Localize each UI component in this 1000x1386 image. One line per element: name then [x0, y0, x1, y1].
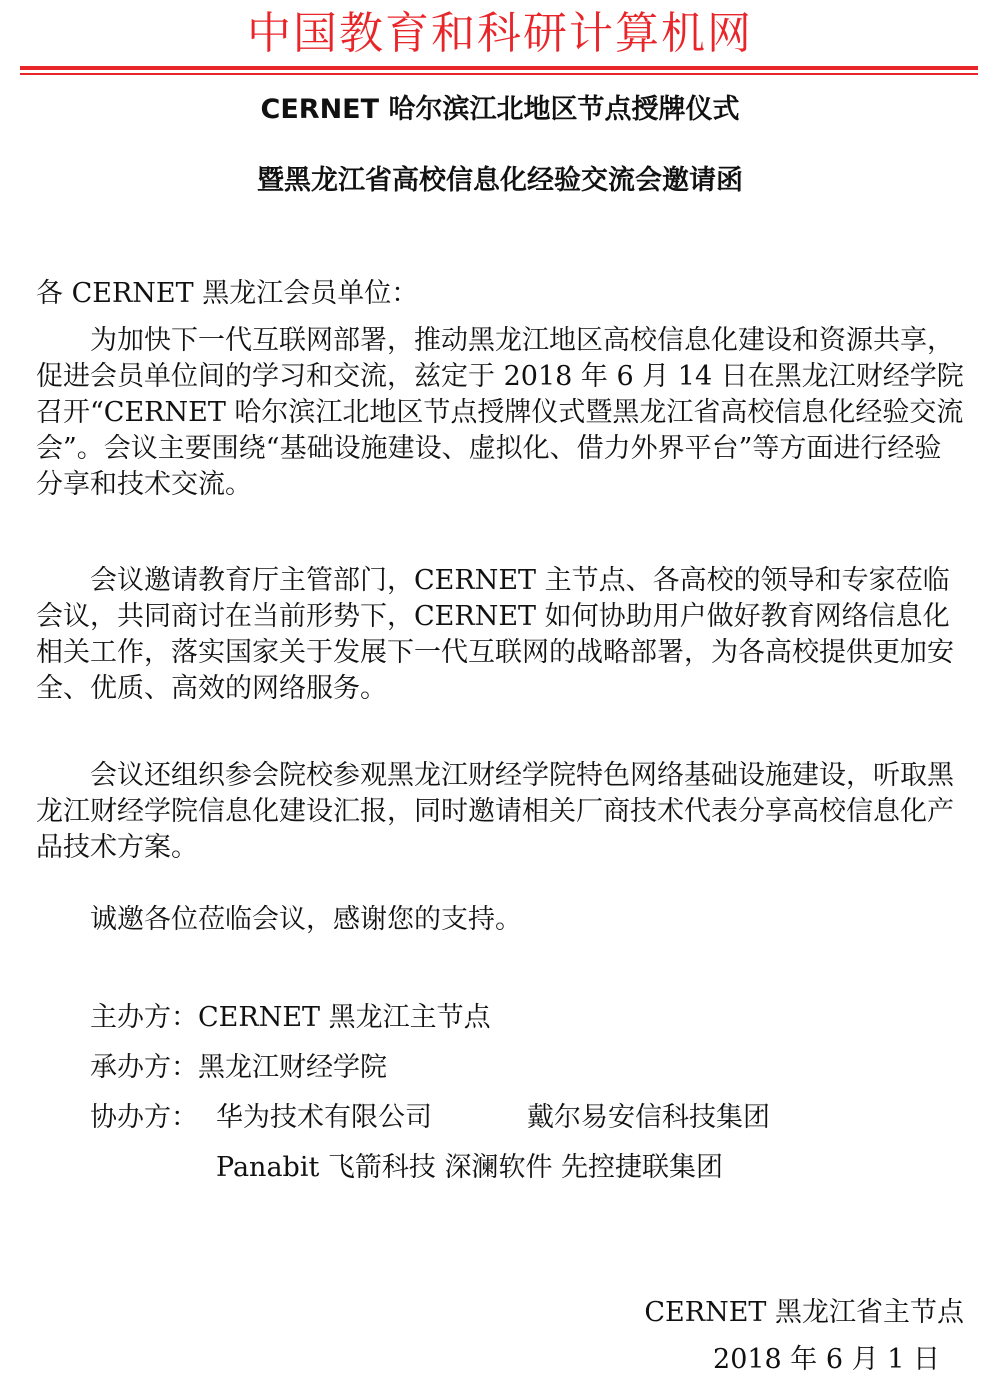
co-host-line: 承办方：黑龙江财经学院 [90, 1052, 387, 1083]
signature-org: CERNET 黑龙江省主节点 [644, 1297, 964, 1328]
masthead-rule-thin [20, 73, 978, 75]
paragraph-invitees: 会议邀请教育厅主管部门，CERNET 主节点、各高校的领导和专家莅临会议，共同商讨在当前形势下，CERNET 如何协助用户做好教育网络信息化相关工作，落实国家关于发展下一代互联网的战略部署，为各高校提供更加安全、优质、高效的网络服务。 [36, 565, 954, 704]
supporters-line-2: Panabit 飞箭科技 深澜软件 先控捷联集团 [216, 1152, 724, 1183]
document-title-line-2: 暨黑龙江省高校信息化经验交流会邀请函 [257, 165, 743, 196]
supporters-label: 协办方： [90, 1102, 198, 1133]
signature-date: 2018 年 6 月 1 日 [713, 1344, 940, 1375]
masthead-title: 中国教育和科研计算机网 [247, 8, 753, 59]
host-line: 主办方：CERNET 黑龙江主节点 [90, 1002, 491, 1033]
masthead-rule-thick [20, 66, 978, 70]
supporter-huawei: 华为技术有限公司 [216, 1102, 432, 1133]
supporter-dell: 戴尔易安信科技集团 [527, 1102, 770, 1133]
paragraph-closing: 诚邀各位莅临会议，感谢您的支持。 [90, 904, 522, 935]
salutation: 各 CERNET 黑龙江会员单位： [36, 278, 419, 309]
paragraph-visit: 会议还组织参会院校参观黑龙江财经学院特色网络基础设施建设，听取黑龙江财经学院信息化建设汇报，同时邀请相关厂商技术代表分享高校信息化产品技术方案。 [36, 760, 954, 863]
document-title-line-1: CERNET 哈尔滨江北地区节点授牌仪式 [260, 94, 740, 125]
paragraph-intro: 为加快下一代互联网部署，推动黑龙江地区高校信息化建设和资源共享，促进会员单位间的学习和交流，兹定于 2018 年 6 月 14 日在黑龙江财经学院召开“CERNET 哈尔滨江北地区节点授牌仪式暨黑龙江省高校信息化经验交流会”。会议主要围绕“基础设施建设、虚拟化、借力外界平台”等方面进行经验分享和技术交流。 [36, 325, 964, 500]
